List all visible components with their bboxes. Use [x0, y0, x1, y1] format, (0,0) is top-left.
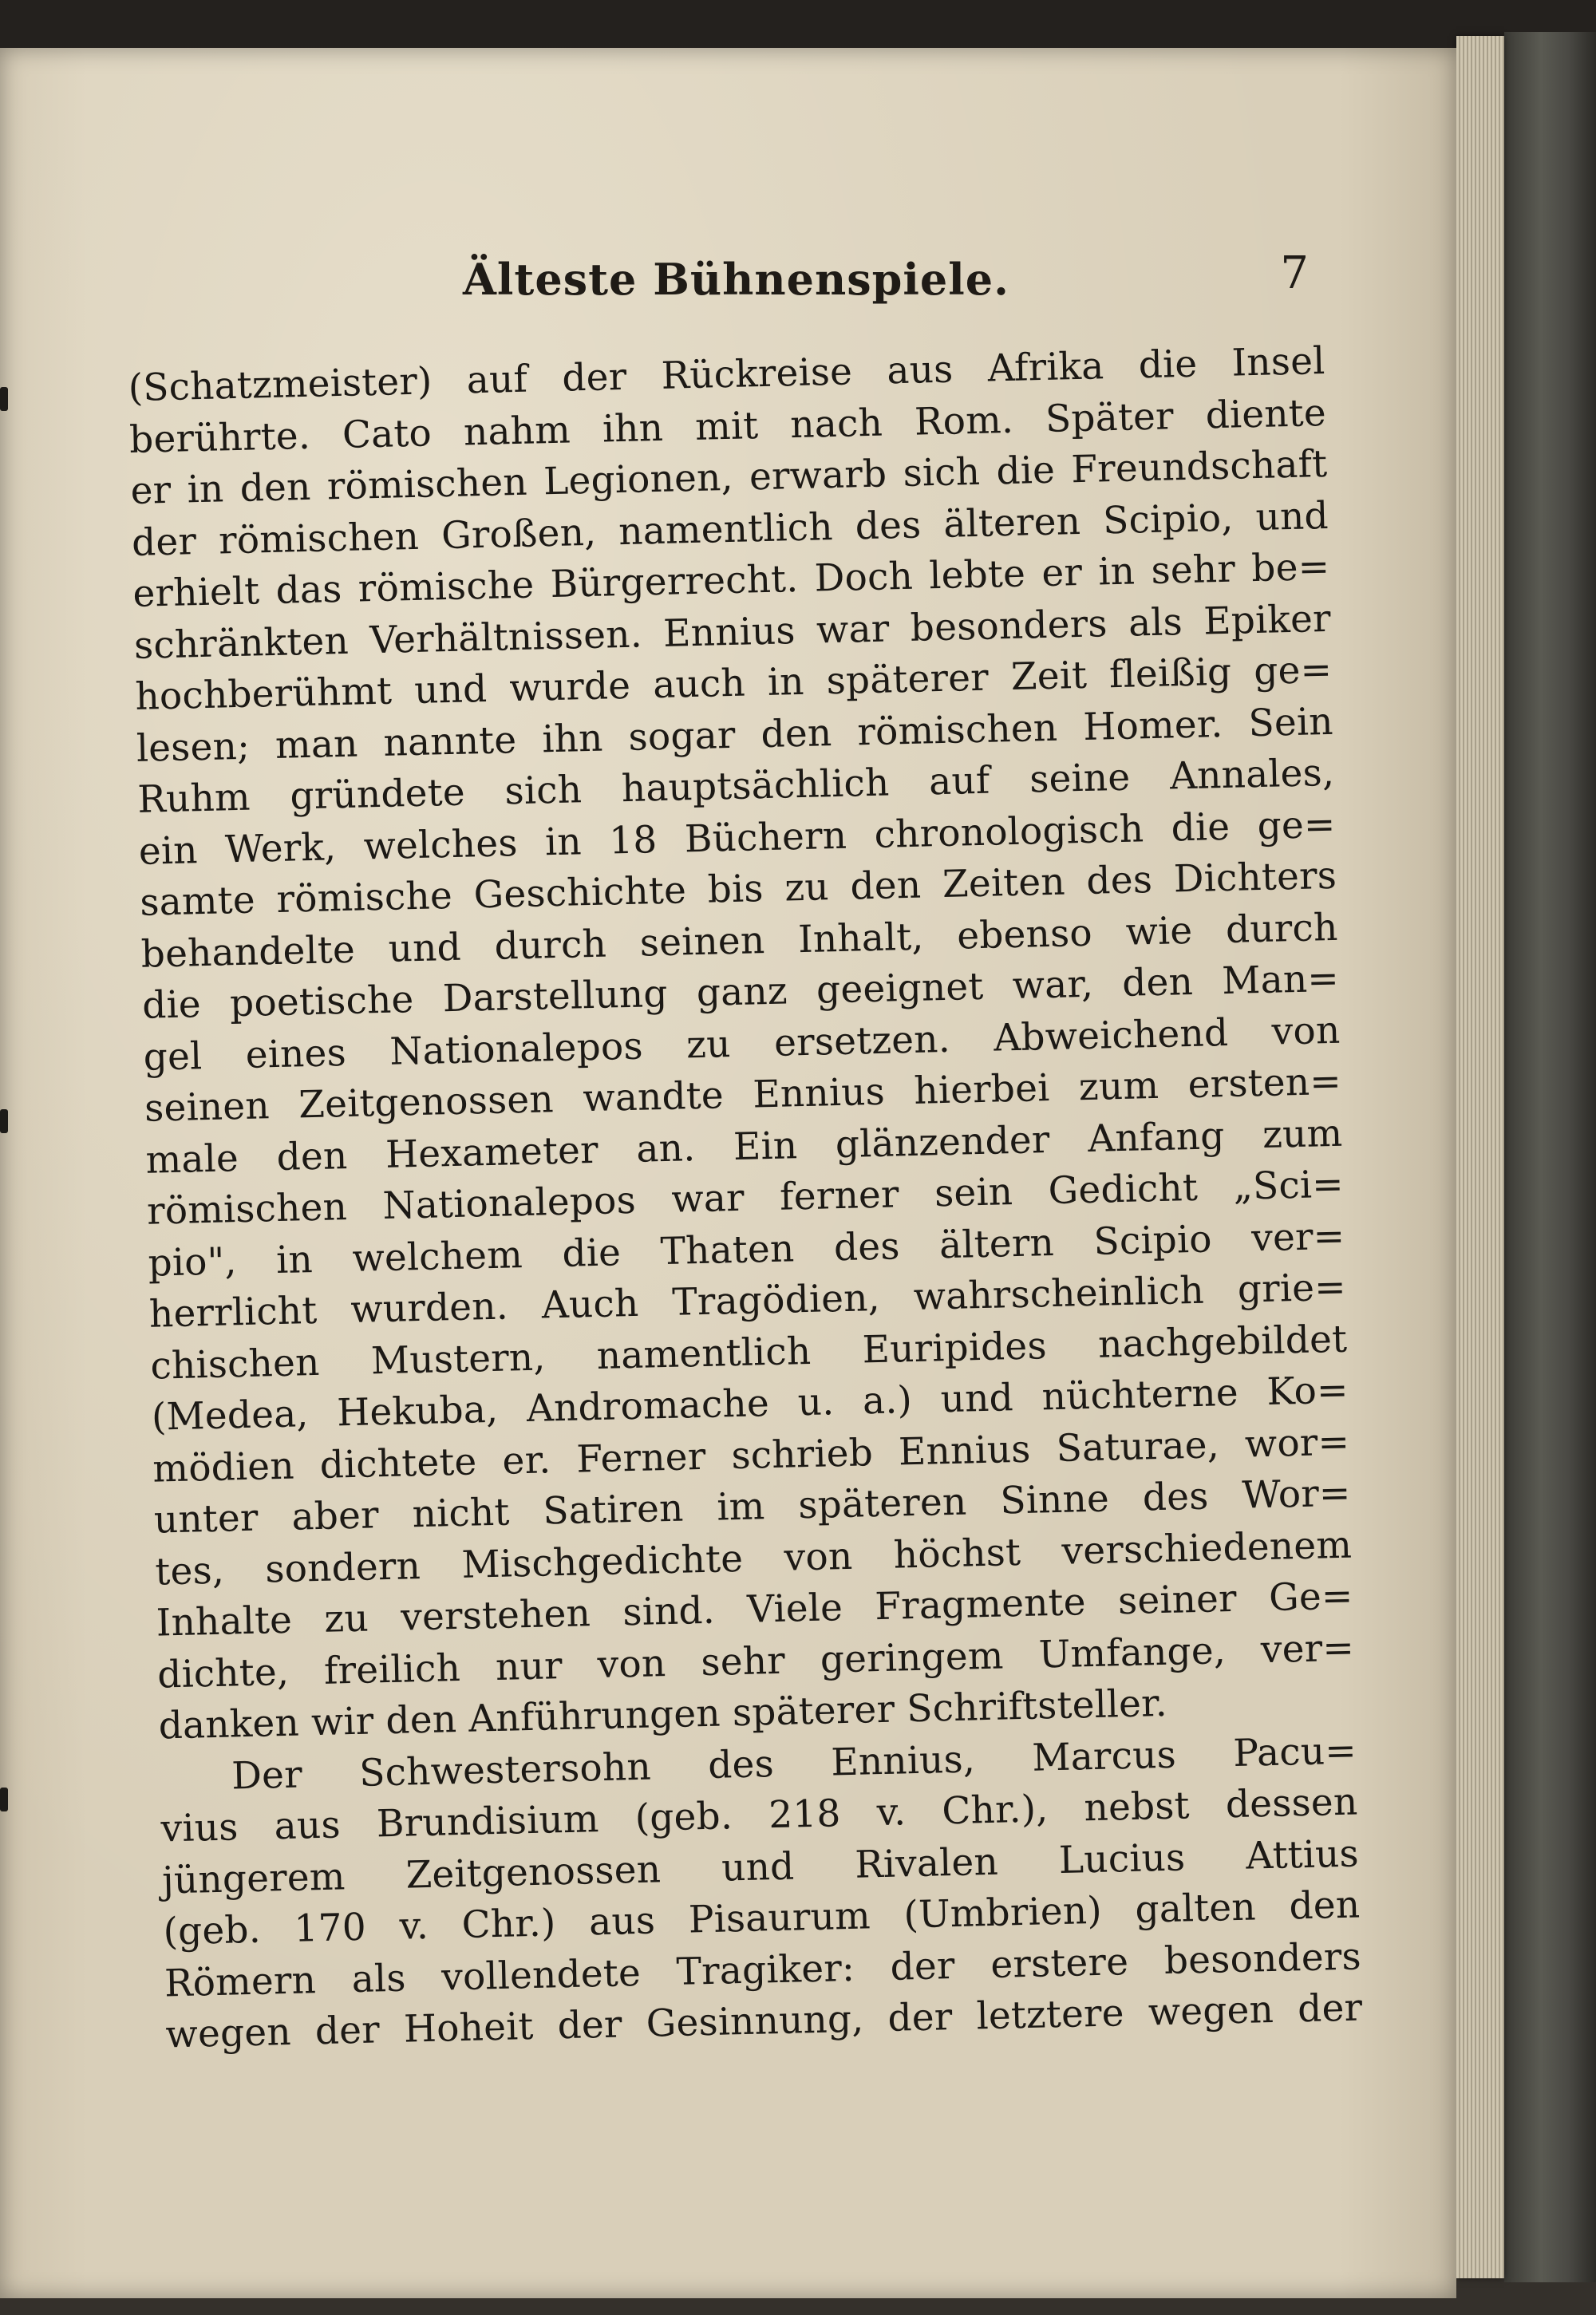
- text-line: jüngerem Zeitgenossen und Rivalen Lucius Attius: [161, 1831, 1360, 1903]
- text-line: schränkten Verhältnissen. Ennius war besonders als Epiker: [133, 596, 1332, 668]
- text-line: hochberühmt und wurde auch in späterer Zeit fleißig ge=: [134, 647, 1333, 719]
- page-number: 7: [1280, 247, 1309, 299]
- text-line: der römischen Großen, namentlich des älteren Scipio, und: [131, 493, 1329, 565]
- text-line: lesen; man nannte ihn sogar den römischen Homer. Sein: [136, 699, 1334, 771]
- text-line: samte römische Geschichte bis zu den Zeiten des Dichters: [139, 853, 1337, 925]
- text-line: wegen der Hoheit der Gesinnung, der letztere wegen der: [164, 1985, 1363, 2057]
- page-stack-edge: [1456, 36, 1504, 2278]
- text-line: (geb. 170 v. Chr.) aus Pisaurum (Umbrien) galten den: [162, 1882, 1361, 1954]
- book-cover-edge: [1504, 32, 1596, 2282]
- text-line: chischen Mustern, namentlich Euripides nachgebildet: [149, 1317, 1348, 1389]
- text-line: gel eines Nationalepos zu ersetzen. Abweichend von: [143, 1008, 1341, 1080]
- page-edge-mark: [0, 1109, 8, 1133]
- text-line: die poetische Darstellung ganz geeignet war, den Man=: [141, 956, 1340, 1028]
- text-line: Ruhm gründete sich hauptsächlich auf seine Annales,: [136, 750, 1335, 822]
- text-line: pio", in welchem die Thaten des ältern Scipio ver=: [147, 1214, 1345, 1286]
- text-line: danken wir den Anführungen späterer Schriftsteller.: [158, 1681, 1168, 1748]
- text-line: dichte, freilich nur von sehr geringem Umfange, ver=: [156, 1626, 1355, 1697]
- text-line: (Medea, Hekuba, Andromache u. a.) und nüchterne Ko=: [151, 1368, 1349, 1440]
- text-line: (Schatzmeister) auf der Rückreise aus Afrika die Insel: [128, 338, 1325, 410]
- text-line: berührte. Cato nahm ihn mit nach Rom. Später diente: [128, 390, 1327, 462]
- text-line: vius aus Brundisium (geb. 218 v. Chr.), nebst dessen: [160, 1780, 1358, 1851]
- text-line: Der Schwestersohn des Ennius, Marcus Pacu=: [231, 1728, 1357, 1798]
- page-header: [463, 247, 1309, 318]
- text-line: Römern als vollendete Tragiker: der erstere besonders: [164, 1934, 1362, 2005]
- text-line: herrlicht wurden. Auch Tragödien, wahrscheinlich grie=: [148, 1265, 1347, 1337]
- text-line: tes, sondern Mischgedichte von höchst verschiedenem: [154, 1523, 1353, 1594]
- text-line: erhielt das römische Bürgerrecht. Doch lebte er in sehr be=: [132, 544, 1330, 616]
- book-page: [0, 48, 1456, 2298]
- text-line: behandelte und durch seinen Inhalt, ebenso wie durch: [140, 905, 1339, 977]
- page-edge-mark: [0, 1788, 8, 1811]
- text-line: male den Hexameter an. Ein glänzender Anfang zum: [145, 1111, 1343, 1183]
- text-line: seinen Zeitgenossen wandte Ennius hierbei zum ersten=: [144, 1059, 1342, 1131]
- text-line: Inhalte zu verstehen sind. Viele Fragmente seiner Ge=: [156, 1574, 1354, 1645]
- running-head: Älteste Bühnenspiele.: [463, 254, 1009, 305]
- body-text: [128, 336, 1363, 2061]
- text-line: unter aber nicht Satiren im späteren Sinne des Wor=: [153, 1471, 1352, 1543]
- page-edge-mark: [0, 387, 8, 411]
- text-line: mödien dichtete er. Ferner schrieb Ennius Saturae, wor=: [152, 1420, 1350, 1491]
- text-line: er in den römischen Legionen, erwarb sich die Freundschaft: [130, 441, 1328, 513]
- text-line: ein Werk, welches in 18 Büchern chronologisch die ge=: [138, 802, 1337, 874]
- text-line: römischen Nationalepos war ferner sein Gedicht „Sci=: [146, 1162, 1345, 1234]
